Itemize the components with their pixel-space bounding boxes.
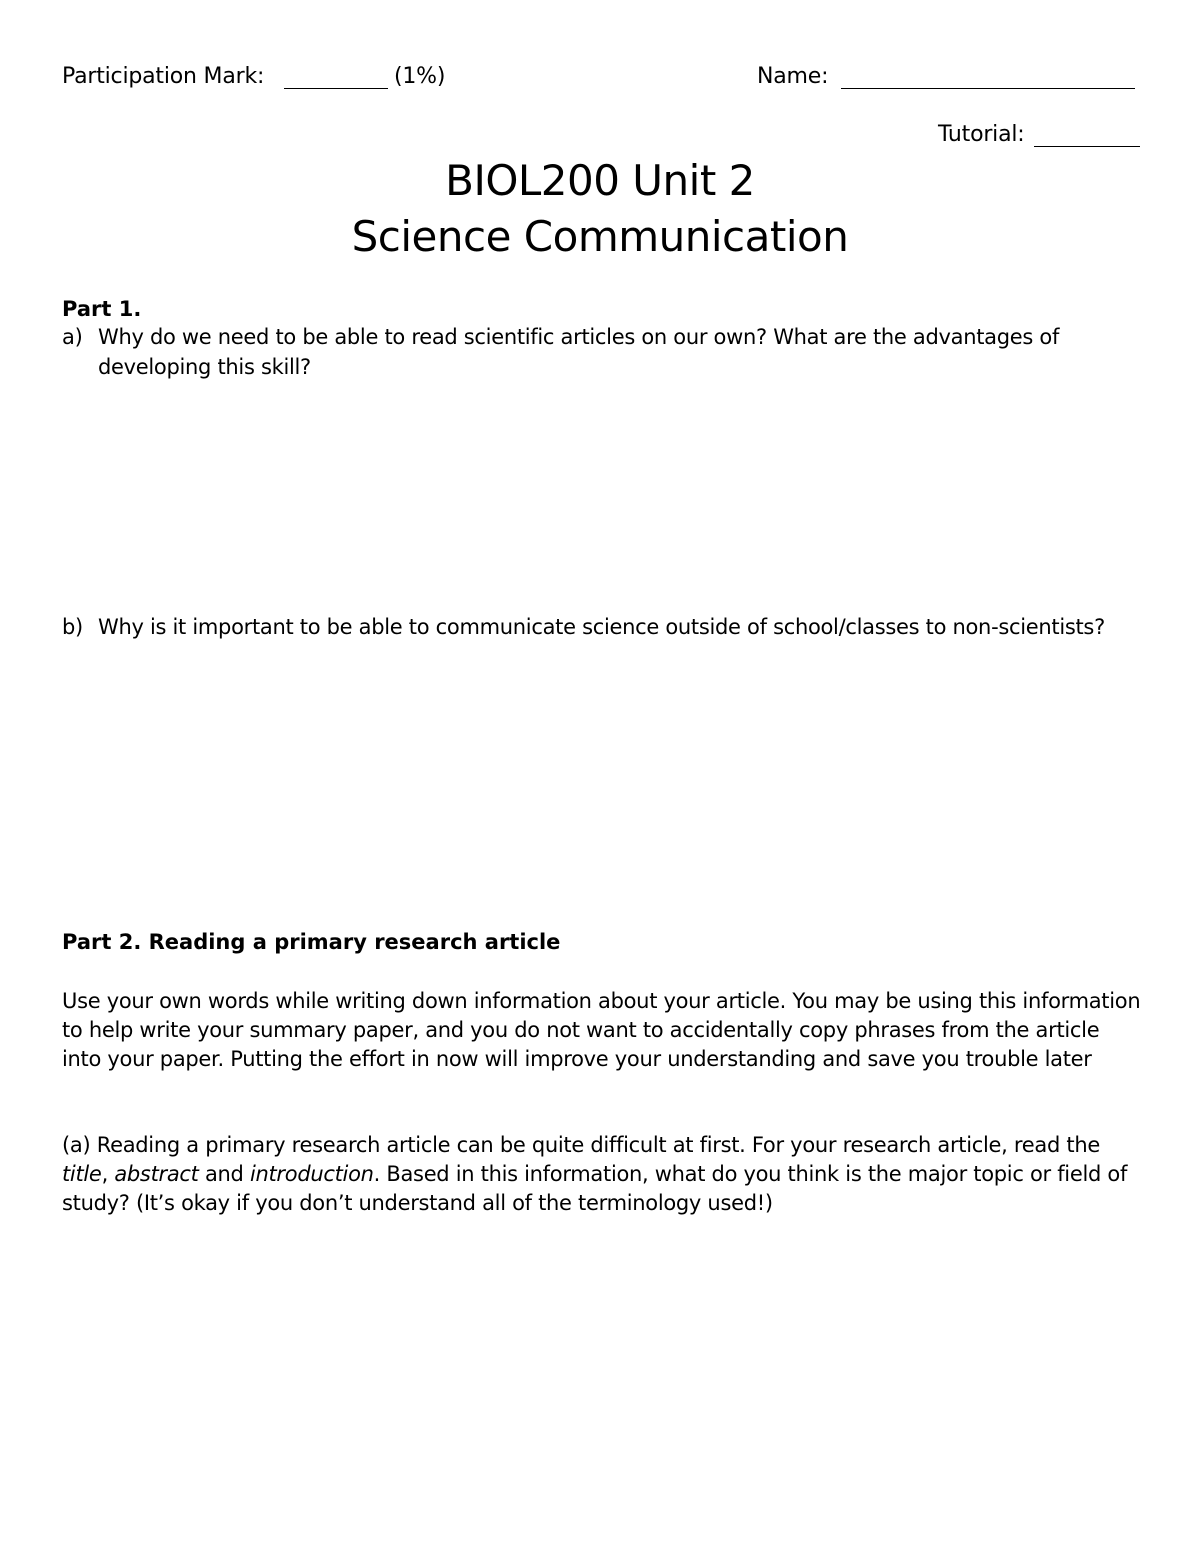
term-abstract: abstract (114, 1162, 199, 1186)
question-a-text-part1: (a) Reading a primary research article can be quite difficult at first. For your research article, read the (62, 1133, 1100, 1157)
term-title: title (62, 1162, 102, 1186)
part2-intro: Use your own words while writing down information about your article. You may be using this information to help write your summary paper, and you do not want to accidentally copy phrases from the article into your paper. Putting the effort in now will improve your understanding and save you trouble later (62, 989, 1141, 1071)
answer-area-part2-a[interactable] (62, 1230, 1138, 1530)
part2-heading-text: Reading a primary research article (148, 930, 561, 954)
separator-1: , (101, 1162, 115, 1186)
participation-mark-blank[interactable] (284, 88, 388, 89)
separator-2: and (198, 1162, 250, 1186)
tutorial-blank[interactable] (1034, 146, 1140, 147)
part2-heading (62, 930, 560, 954)
name-blank[interactable] (841, 88, 1135, 89)
question-a-text-part2: . Based in this information, what do you think is the major topic or field of study? (It’s okay if you don’t understand all of the terminology used!) (62, 1162, 1128, 1215)
tutorial-label: Tutorial: (938, 122, 1025, 147)
participation-mark-label: Participation Mark: (62, 64, 265, 89)
question-b-text: Why is it important to be able to communicate science outside of school/classes to non-scientists? (98, 615, 1105, 639)
name-label: Name: (757, 64, 829, 89)
participation-weight: (1%) (394, 64, 446, 89)
answer-area-a[interactable] (62, 390, 1138, 600)
document-title: BIOL200 Unit 2 (445, 156, 755, 205)
question-a-text: Why do we need to be able to read scientific articles on our own? What are the advantages of developing this skill? (98, 325, 1060, 379)
part2-heading-number: Part 2. (62, 930, 142, 954)
document-subtitle: Science Communication (351, 212, 849, 261)
question-b-label: b) (62, 615, 83, 639)
question-a-label: a) (62, 325, 83, 349)
answer-area-b[interactable] (62, 680, 1138, 920)
term-introduction: introduction (249, 1162, 374, 1186)
part1-heading: Part 1. (62, 297, 142, 321)
part2-question-a (62, 1131, 1142, 1218)
